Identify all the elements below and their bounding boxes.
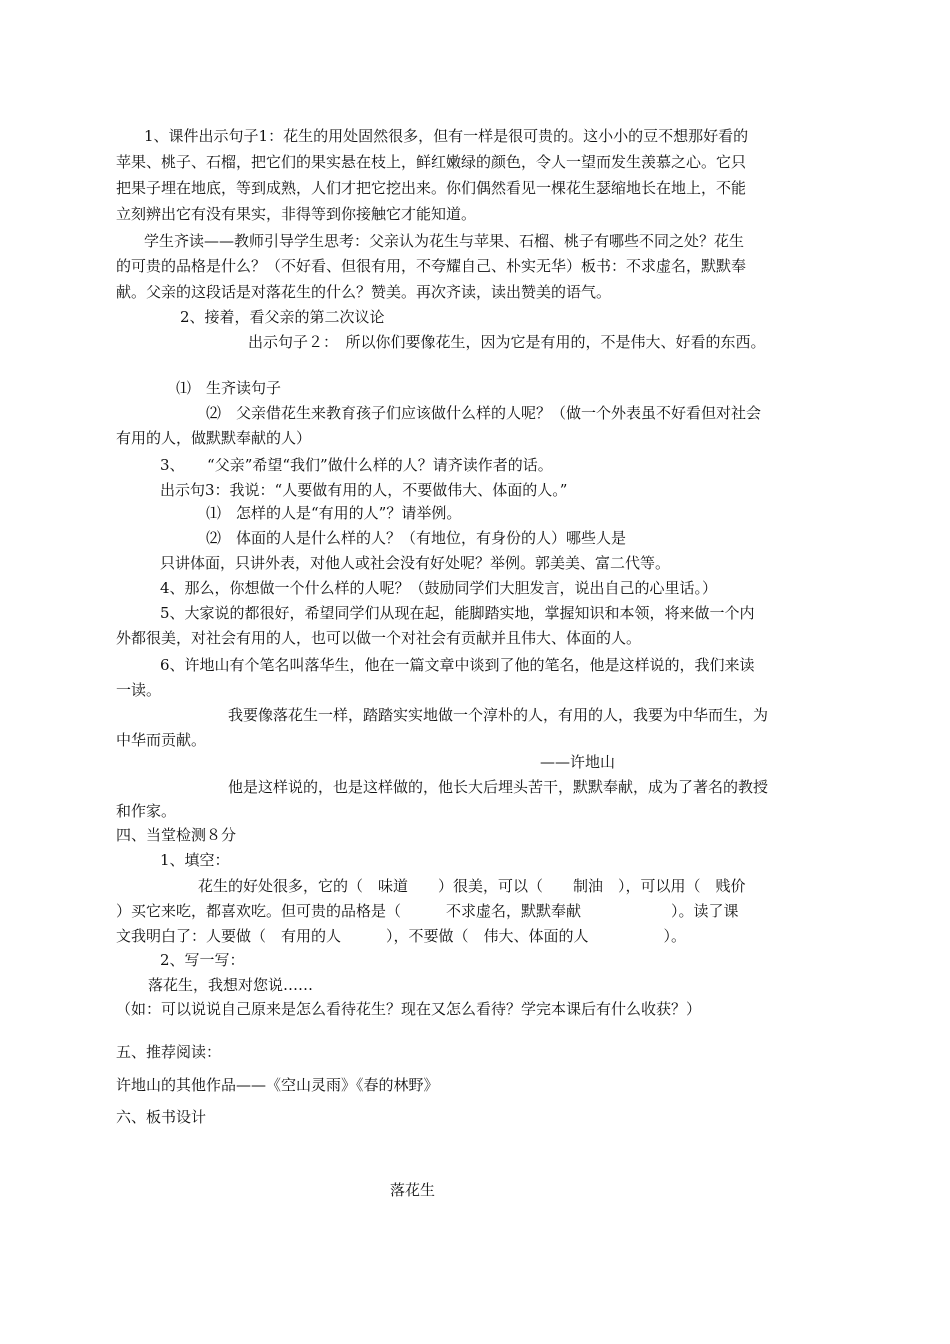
- text-line: 1、课件出示句子1：花生的用处固然很多，但有一样是很可贵的。这小小的豆不想那好看的: [144, 127, 749, 145]
- text-line: 立刻辨出它有没有果实，非得等到你接触它才能知道。: [116, 205, 477, 223]
- text-line: （如：可以说说自己原来是怎么看待花生？现在又怎么看待？学完本课后有什么收获？）: [116, 1000, 702, 1018]
- section-heading: 六、板书设计: [116, 1108, 207, 1126]
- subsection-heading: 1、填空：: [160, 851, 230, 869]
- text-line: 一读。: [116, 681, 162, 699]
- text-line: 花生的好处很多，它的（ 味道 ）很美，可以（ 制油 ），可以用（ 贱价: [198, 877, 746, 895]
- text-line: 我要像落花生一样，踏踏实实地做一个淳朴的人，有用的人，我要为中华而生，为: [228, 706, 769, 724]
- text-line: ）买它来吃，都喜欢吃。但可贵的品格是（ 不求虚名，默默奉献 ）。读了课: [116, 902, 739, 920]
- text-line: 只讲体面，只讲外表，对他人或社会没有好处呢？举例。郭美美、富二代等。: [160, 554, 671, 572]
- text-line: 他是这样说的，也是这样做的，他长大后埋头苦干，默默奉献，成为了著名的教授: [228, 778, 769, 796]
- text-line: 落花生，我想对您说……: [148, 976, 314, 994]
- text-line: ⑵ 父亲借花生来教育孩子们应该做什么样的人呢？（做一个外表虽不好看但对社会: [206, 404, 762, 422]
- text-line: 6、许地山有个笔名叫落华生，他在一篇文章中谈到了他的笔名，他是这样说的，我们来读: [160, 656, 755, 674]
- text-line: ⑵ 体面的人是什么样的人？（有地位，有身份的人）哪些人是: [206, 529, 627, 547]
- text-line: 3、 “父亲”希望“我们”做什么样的人？请齐读作者的话。: [160, 456, 553, 474]
- subsection-heading: 2、写一写：: [160, 951, 245, 969]
- text-line: ⑴ 怎样的人是“有用的人”？请举例。: [206, 504, 462, 522]
- text-line: 许地山的其他作品——《空山灵雨》《春的林野》: [116, 1076, 439, 1094]
- text-line: 的可贵的品格是什么？（不好看、但很有用，不夸耀自己、朴实无华）板书：不求虚名，默默奉: [116, 257, 747, 275]
- text-line: 外都很美，对社会有用的人，也可以做一个对社会有贡献并且伟大、体面的人。: [116, 629, 642, 647]
- text-line: 有用的人，做默默奉献的人）: [116, 429, 312, 447]
- board-title: 落花生: [390, 1181, 436, 1199]
- text-line: 苹果、桃子、石榴，把它们的果实悬在枝上，鲜红嫩绿的颜色，令人一望而发生羡慕之心。它只: [116, 153, 747, 171]
- text-line: ⑴ 生齐读句子: [176, 379, 282, 397]
- author-signature: ——许地山: [540, 753, 616, 771]
- text-line: 中华而贡献。: [116, 731, 207, 749]
- text-line: 出示句子２： 所以你们要像花生，因为它是有用的，不是伟大、好看的东西。: [248, 333, 766, 351]
- text-line: 5、大家说的都很好，希望同学们从现在起，能脚踏实地，掌握知识和本领，将来做一个内: [160, 604, 755, 622]
- section-heading: 四、当堂检测８分: [116, 826, 237, 844]
- text-line: 和作家。: [116, 802, 177, 820]
- text-line: 4、那么，你想做一个什么样的人呢？（鼓励同学们大胆发言，说出自己的心里话。）: [160, 579, 718, 597]
- text-line: 文我明白了：人要做（ 有用的人 ），不要做（ 伟大、体面的人 ）。: [116, 927, 687, 945]
- text-line: 2、接着，看父亲的第二次议论: [180, 308, 385, 326]
- text-line: 把果子埋在地底，等到成熟，人们才把它挖出来。你们偶然看见一棵花生瑟缩地长在地上，不能: [116, 179, 747, 197]
- section-heading: 五、推荐阅读：: [116, 1043, 222, 1061]
- text-line: 学生齐读——教师引导学生思考：父亲认为花生与苹果、石榴、桃子有哪些不同之处？花生: [144, 232, 745, 250]
- text-line: 出示句3：我说：“人要做有用的人，不要做伟大、体面的人。”: [160, 481, 568, 499]
- text-line: 献。父亲的这段话是对落花生的什么？赞美。再次齐读，读出赞美的语气。: [116, 283, 612, 301]
